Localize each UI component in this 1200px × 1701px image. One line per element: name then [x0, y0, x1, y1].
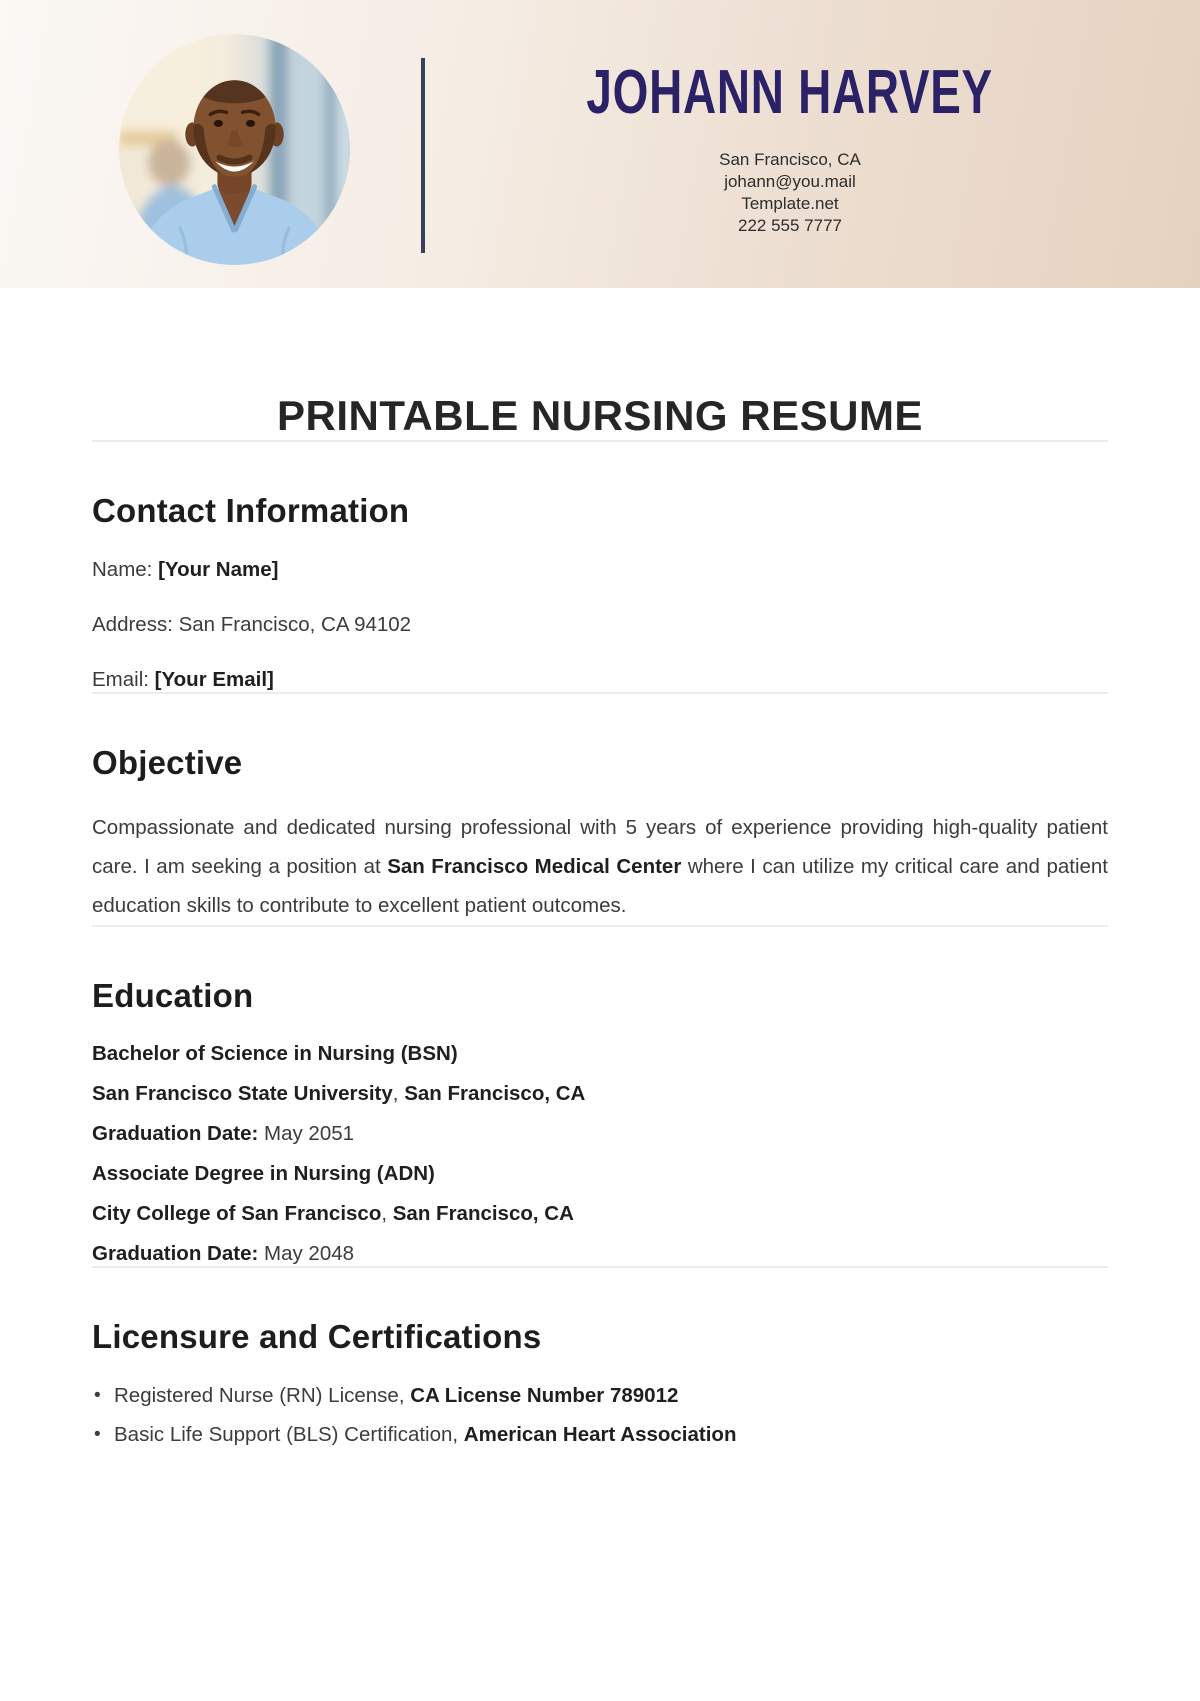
- section-contact-information: [92, 492, 1108, 692]
- field-label: Name:: [92, 558, 153, 581]
- profile-photo: [119, 34, 350, 265]
- section-heading: Objective: [92, 744, 243, 781]
- degree-graduation: Graduation Date: May 2048: [92, 1242, 355, 1265]
- section-heading: Licensure and Certifications: [92, 1318, 542, 1355]
- section-heading: Contact Information: [92, 492, 410, 529]
- degree-title: Associate Degree in Nursing (ADN): [92, 1162, 435, 1185]
- nurse-portrait-illustration: [119, 34, 350, 265]
- contact-line-website: Template.net: [741, 193, 839, 213]
- field-value: [Your Email]: [154, 668, 274, 691]
- section-heading: Education: [92, 977, 254, 1014]
- person-name: JOHANN HARVEY: [586, 57, 994, 127]
- section-objective: [92, 744, 1108, 925]
- header-identity: [440, 0, 1140, 288]
- field-label: Address:: [92, 613, 173, 636]
- contact-field-address: [92, 613, 1108, 637]
- document-title: PRINTABLE NURSING RESUME: [277, 392, 923, 439]
- degree-school: San Francisco State University, San Francisco, CA: [92, 1082, 586, 1105]
- contact-line-email: johann@you.mail: [724, 171, 856, 191]
- degree-title: Bachelor of Science in Nursing (BSN): [92, 1042, 458, 1065]
- header-contact-block: [719, 149, 861, 237]
- degree-school: City College of San Francisco, San Francisco, CA: [92, 1202, 574, 1225]
- objective-paragraph: Compassionate and dedicated nursing professional with 5 years of experience providing high-quality patient care. I am seeking a position at San Francisco Medical Center where I can utilize my critical care and patient education skills to contribute to excellent patient outcomes.: [92, 816, 1108, 917]
- section-education: [92, 977, 1108, 1266]
- education-entries: [92, 1042, 1108, 1266]
- degree-graduation: Graduation Date: May 2051: [92, 1122, 355, 1145]
- resume-header: [0, 0, 1200, 288]
- section-rule: [92, 925, 1108, 927]
- contact-field-name: [92, 558, 1108, 582]
- field-value: [Your Name]: [158, 558, 279, 581]
- contact-line-location: San Francisco, CA: [719, 149, 861, 169]
- section-rule: [92, 440, 1108, 442]
- field-value: San Francisco, CA 94102: [178, 613, 412, 636]
- section-rule: [92, 1266, 1108, 1268]
- section-licensure-certifications: [92, 1318, 1108, 1447]
- certification-item: • Registered Nurse (RN) License, CA License Number 789012: [92, 1384, 1108, 1408]
- certification-item: • Basic Life Support (BLS) Certification, American Heart Association: [92, 1423, 1108, 1447]
- contact-line-phone: 222 555 7777: [737, 215, 842, 235]
- section-rule: [92, 692, 1108, 694]
- field-label: Email:: [92, 668, 149, 691]
- header-divider: [421, 58, 425, 253]
- resume-body: [0, 392, 1200, 1447]
- contact-field-email: [92, 668, 1108, 692]
- certification-list: [92, 1384, 1108, 1447]
